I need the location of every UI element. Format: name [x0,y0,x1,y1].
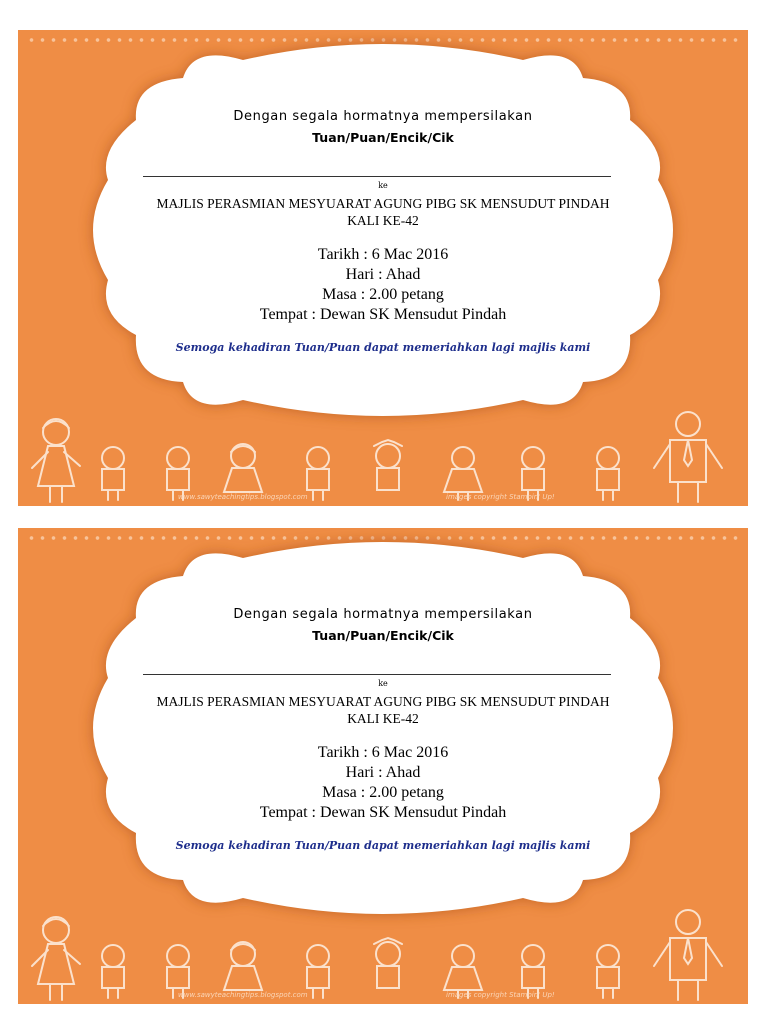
event-place: Tempat : Dewan SK Mensudut Pindah [259,804,507,821]
event-title [78,693,688,727]
wish-text: Semoga kehadiran Tuan/Puan dapat memeriahkan lagi majlis kami [175,839,591,852]
ke-text: ke [378,679,388,688]
event-title-line2: KALI KE-42 [347,213,419,228]
event-title-line1: MAJLIS PERASMIAN MESYUARAT AGUNG PIBG SK MENSUDUT PINDAH [156,196,610,211]
name-blank-line [143,176,611,177]
name-blank-line [143,674,611,675]
invitation-card-2 [18,528,748,1004]
event-title [78,195,688,229]
greeting-text: Dengan segala hormatnya mempersilakan [233,109,533,124]
event-day: Hari : Ahad [345,266,421,283]
ke-text: ke [378,181,388,190]
greeting-text: Dengan segala hormatnya mempersilakan [233,607,533,622]
event-time: Masa : 2.00 petang [322,784,444,801]
event-place: Tempat : Dewan SK Mensudut Pindah [259,306,507,323]
event-day: Hari : Ahad [345,764,421,781]
wish-text: Semoga kehadiran Tuan/Puan dapat memeriahkan lagi majlis kami [175,341,591,354]
event-details [18,245,748,325]
event-title-line2: KALI KE-42 [347,711,419,726]
credit-site: www.sawyteachingtips.blogspot.com [178,493,308,501]
event-date: Tarikh : 6 Mac 2016 [317,744,449,761]
children-doodle-row [18,908,748,1004]
credit-images: images copyright Stampin' Up! [446,493,555,501]
honorific-text: Tuan/Puan/Encik/Cik [312,628,454,643]
event-date: Tarikh : 6 Mac 2016 [317,246,449,263]
children-doodle-row [18,410,748,506]
credit-site: www.sawyteachingtips.blogspot.com [178,991,308,999]
event-title-line1: MAJLIS PERASMIAN MESYUARAT AGUNG PIBG SK MENSUDUT PINDAH [156,694,610,709]
honorific-text: Tuan/Puan/Encik/Cik [312,130,454,145]
event-time: Masa : 2.00 petang [322,286,444,303]
event-details [18,743,748,823]
credit-images: images copyright Stampin' Up! [446,991,555,999]
invitation-card-1 [18,30,748,506]
